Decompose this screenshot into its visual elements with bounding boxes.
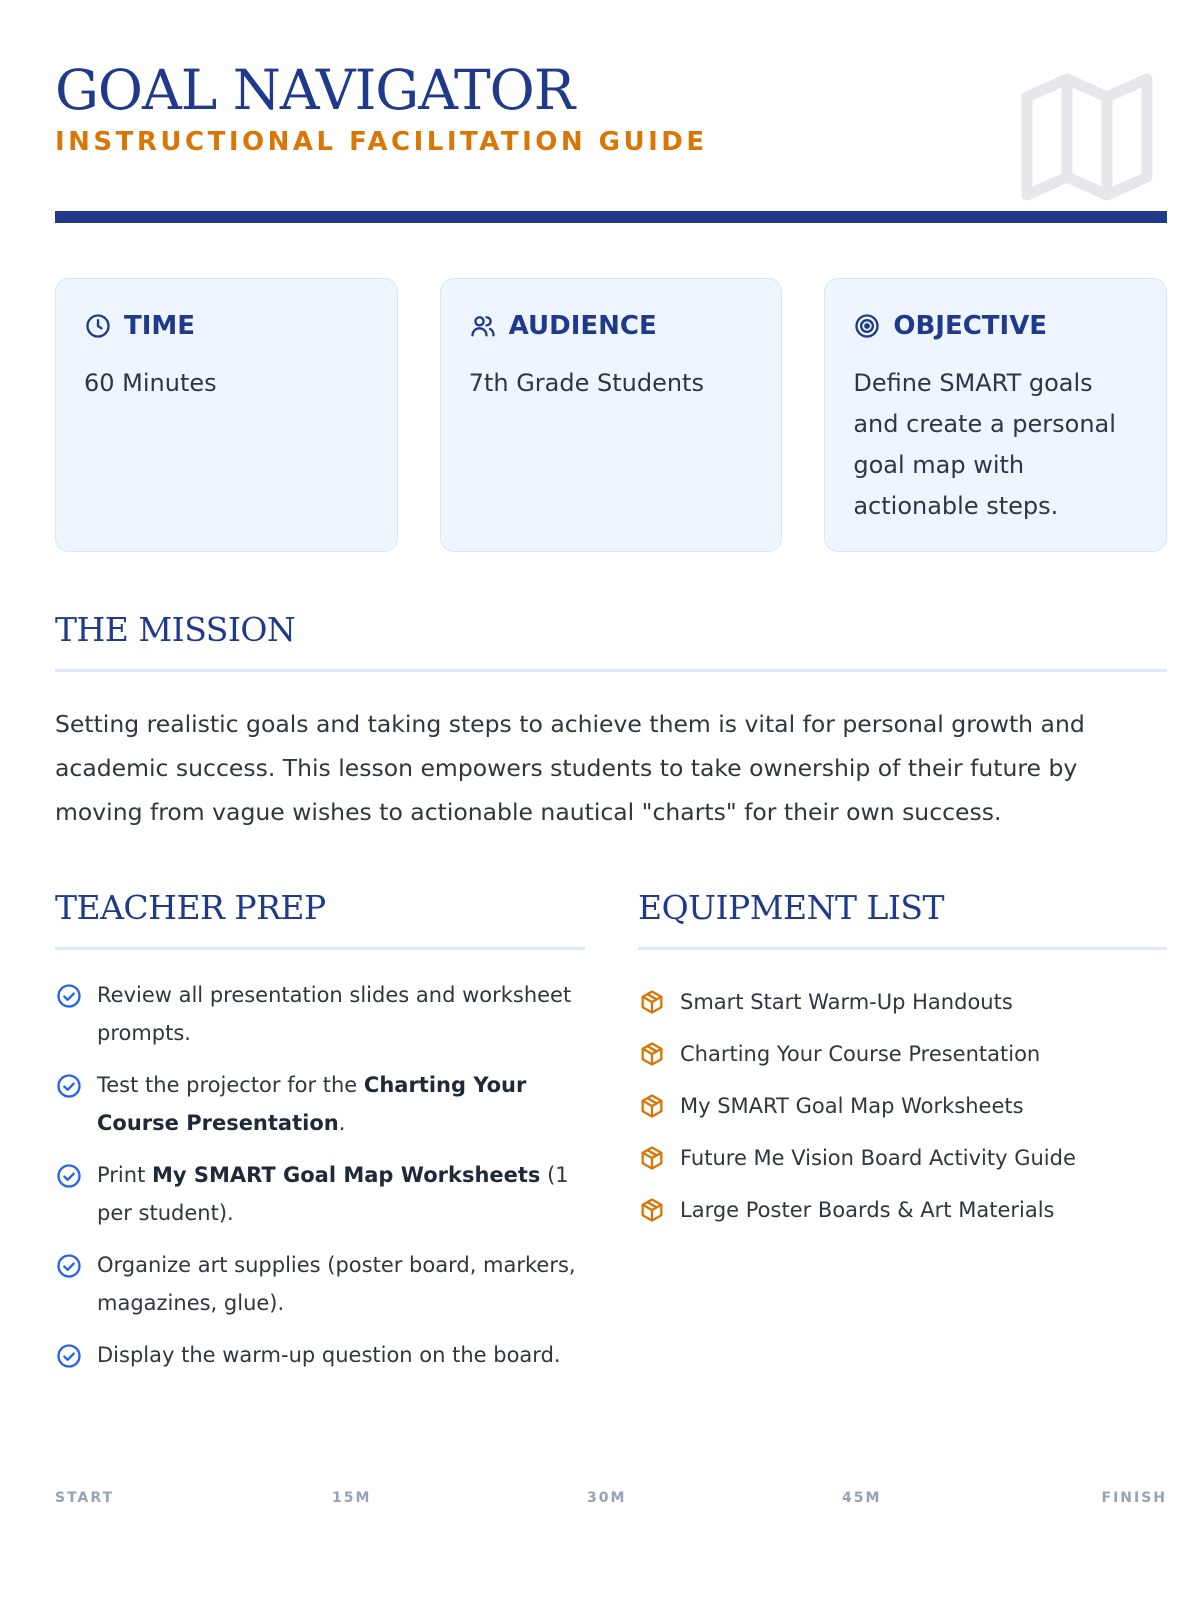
prep-item-text: Organize art supplies (poster board, markers, magazines, glue). xyxy=(97,1253,576,1315)
check-circle-icon xyxy=(55,982,83,1010)
box-icon xyxy=(638,1196,666,1224)
timeline xyxy=(55,1490,1167,1520)
equipment-item-text: Charting Your Course Presentation xyxy=(680,1042,1041,1066)
mission-divider xyxy=(55,669,1167,672)
list-item xyxy=(55,1066,585,1142)
teacher-prep-list xyxy=(55,976,585,1374)
equipment-divider xyxy=(638,947,1167,950)
equipment-item-text: Smart Start Warm-Up Handouts xyxy=(680,990,1013,1014)
teacher-prep-section xyxy=(55,888,585,1388)
list-item xyxy=(638,1132,1167,1184)
check-circle-icon xyxy=(55,1342,83,1370)
prep-item-text: Review all presentation slides and worksheet prompts. xyxy=(97,983,572,1045)
equipment-title: EQUIPMENT LIST xyxy=(638,888,945,927)
card-time-label: TIME xyxy=(124,311,196,341)
box-icon xyxy=(638,1040,666,1068)
card-time-value: 60 Minutes xyxy=(84,369,217,397)
timeline-tick-finish: FINISH xyxy=(1101,1490,1167,1506)
check-circle-icon xyxy=(55,1072,83,1100)
target-icon xyxy=(853,312,881,340)
timeline-tick-30m: 30M xyxy=(587,1490,627,1506)
prep-item-text: Test the projector for the Charting Your Course Presentation. xyxy=(97,1073,527,1135)
check-circle-icon xyxy=(55,1252,83,1280)
prep-item-text: Print My SMART Goal Map Worksheets (1 per student). xyxy=(97,1163,569,1225)
users-icon xyxy=(469,312,497,340)
clock-icon xyxy=(84,312,112,340)
card-audience-label: AUDIENCE xyxy=(508,311,657,341)
timeline-tick-start: START xyxy=(55,1490,115,1506)
map-icon xyxy=(1017,67,1157,207)
page-title: GOAL NAVIGATOR xyxy=(55,58,575,122)
list-item xyxy=(638,976,1167,1028)
timeline-tick-15m: 15M xyxy=(332,1490,372,1506)
page-subtitle: INSTRUCTIONAL FACILITATION GUIDE xyxy=(55,127,708,157)
card-audience-value: 7th Grade Students xyxy=(468,369,704,397)
mission-text: Setting realistic goals and taking steps to achieve them is vital for personal growth and academic success. This lesson empowers students to take ownership of their future by moving from vague wishes to actionable nautical "charts" for their own success. xyxy=(55,710,1085,826)
box-icon xyxy=(638,1092,666,1120)
teacher-prep-divider xyxy=(55,947,585,950)
equipment-item-text: Large Poster Boards & Art Materials xyxy=(680,1198,1055,1222)
card-objective-value: Define SMART goals and create a personal goal map with actionable steps. xyxy=(853,369,1116,520)
info-cards xyxy=(55,278,1167,552)
equipment-list xyxy=(638,976,1167,1236)
box-icon xyxy=(638,1144,666,1172)
box-icon xyxy=(638,988,666,1016)
header xyxy=(55,55,1167,225)
equipment-section xyxy=(638,888,1167,1236)
list-item xyxy=(638,1184,1167,1236)
mission-title: THE MISSION xyxy=(55,610,296,649)
list-item xyxy=(638,1080,1167,1132)
prep-item-text: Display the warm-up question on the board. xyxy=(97,1343,561,1367)
equipment-item-text: Future Me Vision Board Activity Guide xyxy=(680,1146,1076,1170)
list-item xyxy=(55,1156,585,1232)
list-item xyxy=(55,1246,585,1322)
card-objective xyxy=(824,278,1167,552)
check-circle-icon xyxy=(55,1162,83,1190)
header-divider xyxy=(55,211,1167,223)
mission-section xyxy=(55,610,1167,834)
list-item xyxy=(55,1336,585,1374)
equipment-item-text: My SMART Goal Map Worksheets xyxy=(680,1094,1024,1118)
card-audience xyxy=(440,278,783,552)
list-item xyxy=(638,1028,1167,1080)
card-objective-label: OBJECTIVE xyxy=(893,311,1048,341)
list-item xyxy=(55,976,585,1052)
teacher-prep-title: TEACHER PREP xyxy=(55,888,326,927)
card-time xyxy=(55,278,398,552)
timeline-tick-45m: 45M xyxy=(842,1490,882,1506)
